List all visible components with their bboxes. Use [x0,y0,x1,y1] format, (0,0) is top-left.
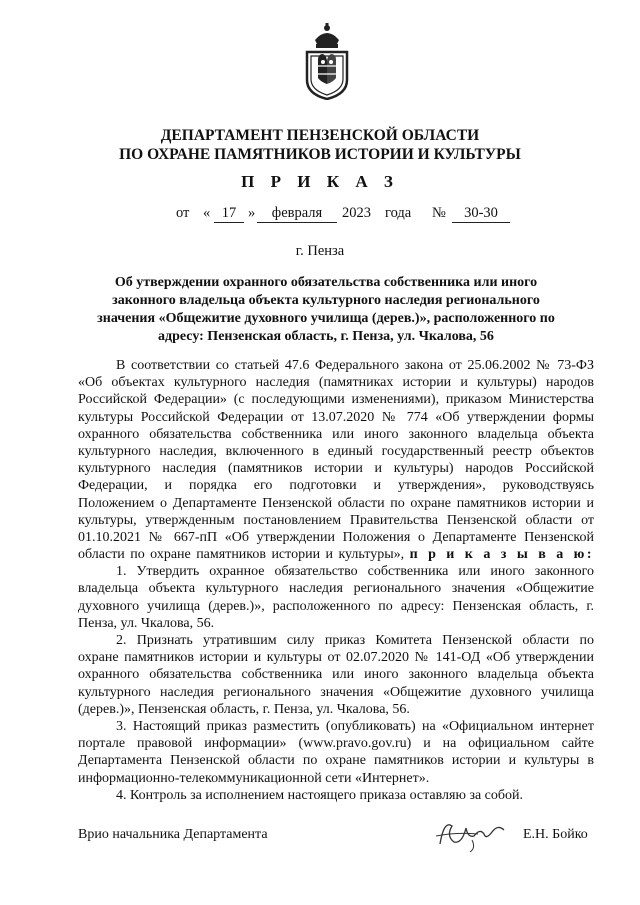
body-line: Положением о Департаменте Пензенской области по охране памятников истории и [78,495,594,511]
order-day: 17 [214,205,244,223]
body-line: охранного обязательства собственника или иного законного владельца объекта [78,426,594,442]
body-line: 2. Признать утратившим силу приказ Комитета Пензенской области по [116,633,594,648]
subject-line: адресу: Пензенская область, г. Пенза, ул. Чкалова, 56 [158,329,494,344]
body-line: культурного наследия регионального значения «Общежитие духовного училища [78,684,594,700]
body-line: охранного обязательства собственника или иного законного владельца объекта [78,667,594,683]
body-line: культурного наследия (памятников истории и культуры) народов Российской [78,461,594,477]
subject-line: законного владельца объекта культурного наследия регионального [112,293,540,308]
number-sign: № [432,205,446,221]
body-line: (дерев.)», Пензенская область, г. Пенза, ул. Чкалова, 56. [78,701,410,717]
date-from-label: от [176,205,190,221]
orders-word: п р и к а з ы в а ю: [409,547,595,563]
order-month: февраля [257,205,337,223]
body-line: духовного училища (дерев.)», расположенного по адресу: Пензенская область, г. [78,598,594,614]
order-subject [96,274,556,346]
handwritten-signature [432,814,510,854]
body-line: Российской Федерации» (с последующими изменениями), приказом Министерства [78,392,594,408]
open-quote: « [203,205,211,221]
body-line: охране памятников истории и культуры от 02.07.2020 № 141-ОД «Об утверждении [78,650,594,666]
body-line: 3. Настоящий приказ разместить (опубликовать) на «Официальном интернет [116,718,594,734]
body-line: культуры, утвержденным постановлением Правительства Пензенской области от [78,512,594,528]
body-line: владельца объекта культурного наследия регионального значения «Общежитие [78,581,594,597]
body-line: Пенза, ул. Чкалова, 56. [78,615,215,631]
body-line: «Об объектах культурного наследия (памятниках истории и культуры) народов [78,375,594,391]
department-name-line-1: ДЕПАРТАМЕНТ ПЕНЗЕНСКОЙ ОБЛАСТИ [160,127,480,144]
close-quote: » [248,205,256,221]
body-line: портале правовой информации» (www.pravo.gov.ru) и на официальном сайте [78,736,594,752]
body-line: 4. Контроль за исполнением настоящего приказа оставляю за собой. [116,787,524,803]
subject-line: Об утверждении охранного обязательства собственника или иного [114,275,538,290]
order-title: П Р И К А З [241,172,399,191]
order-date-line [0,205,640,225]
subject-line: значения «Общежитие духовного училища (дерев.)», расположенного по [97,311,555,326]
body-line: информационно-телекоммуникационной сети «Интернет». [78,770,430,786]
department-name-line-2: ПО ОХРАНЕ ПАМЯТНИКОВ ИСТОРИИ И КУЛЬТУРЫ [119,146,521,163]
body-line: культурного наследия, включенного в единый государственный реестр объектов [78,443,594,459]
year-word: года [385,205,412,221]
body-line: 1. Утвердить охранное обязательство собственника или иного законного [116,564,594,580]
body-line: Департамента Пензенской области по охране памятников истории и культуры в [78,753,594,769]
city-line: г. Пенза [295,243,345,259]
order-body [78,357,594,804]
body-line: 01.10.2021 № 667-пП «Об утверждении Положения о Департаменте Пензенской [78,529,594,545]
coat-of-arms-emblem [301,22,353,100]
body-line: культуры Российской Федерации от 13.07.2020 № 774 «Об утверждении формы [78,409,594,425]
signatory-position: Врио начальника Департамента [78,827,268,842]
order-year: 2023 [342,205,371,221]
body-line: В соответствии со статьей 47.6 Федерального закона от 25.06.2002 № 73-ФЗ [116,358,594,373]
body-line-with-orders [78,546,594,563]
body-line-text: области по охране памятников истории и культуры», [78,547,405,563]
body-line: Федерации, и порядка его подготовки и утверждения», руководствуясь [78,478,594,494]
signatory-name: Е.Н. Бойко [523,827,588,842]
order-number: 30-30 [452,205,510,223]
